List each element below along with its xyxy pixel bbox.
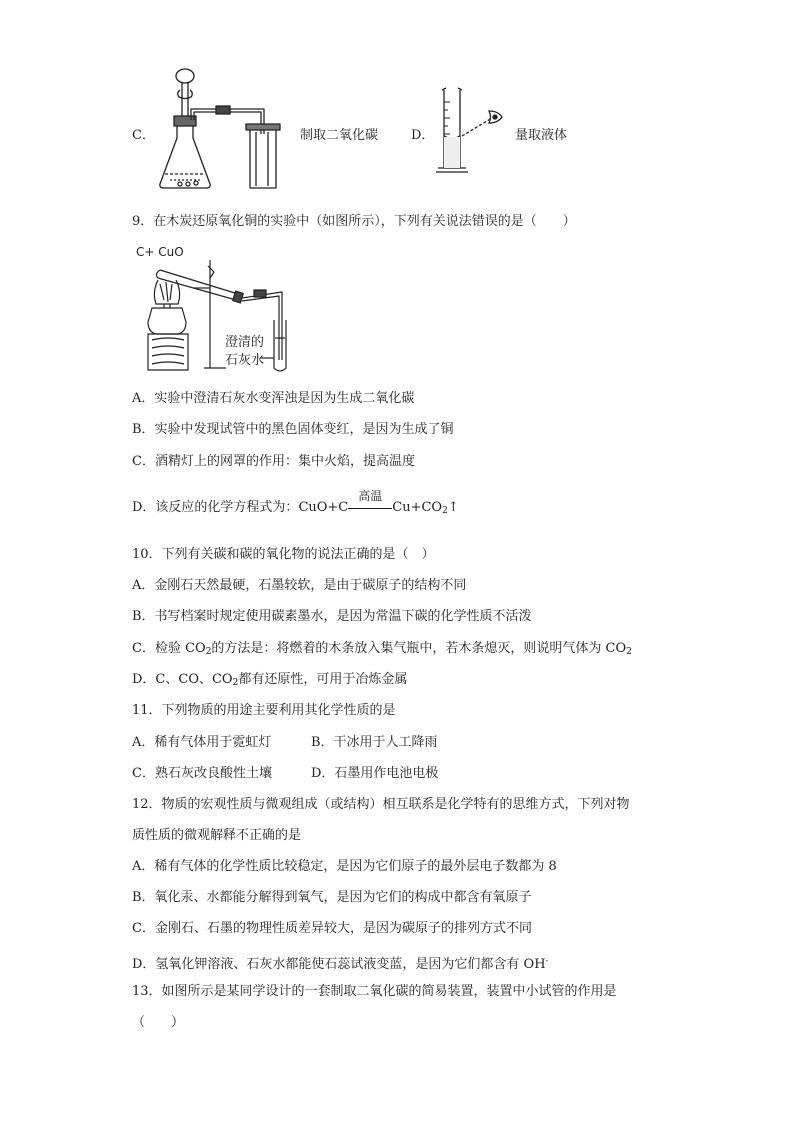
option-d-caption: 量取液体	[515, 128, 568, 143]
graduated-cylinder-figure	[432, 84, 512, 176]
q10-option-a: A．金刚石天然最硬，石墨较软，是由于碳原子的结构不同	[132, 578, 467, 593]
q10-option-d-part2: 都有还原性，可用于冶炼金属	[238, 672, 408, 687]
q9-option-a: A．实验中澄清石灰水变浑浊是因为生成二氧化碳	[132, 391, 415, 406]
carbon-reduction-apparatus-figure	[134, 260, 302, 378]
q10-option-d	[132, 671, 407, 692]
q10-option-c-part2: 的方法是：将燃着的木条放入集气瓶中，若木条熄灭，则说明气体为 CO	[211, 641, 627, 656]
q11-stem: 11．下列物质的用途主要利用其化学性质的是	[132, 703, 396, 718]
q9-option-b: B．实验中发现试管中的黑色固体变红，是因为生成了铜	[132, 422, 454, 437]
option-d-label: D．	[411, 128, 435, 143]
q13-answer-blank: （ ）	[132, 1015, 185, 1030]
q12-option-d-text: D．氢氧化钾溶液、石灰水都能使石蕊试液变蓝，是因为它们都含有 OH	[132, 957, 546, 972]
q10-option-c-sub1: 2	[205, 647, 212, 657]
q9-stem: 9．在木炭还原氧化铜的实验中（如图所示），下列有关说法错误的是（ ）	[132, 214, 576, 229]
q10-option-c-sub2: 2	[626, 647, 632, 657]
q12-option-c: C．金刚石、石墨的物理性质差异较大，是因为碳原子的排列方式不同	[132, 921, 532, 936]
co2-generation-apparatus-figure	[152, 66, 292, 192]
q12-option-d	[132, 952, 548, 974]
q9-equation-product-subscript: 2	[442, 506, 448, 516]
q9-figure-label-water-1: 澄清的	[225, 335, 265, 350]
q9-option-d	[132, 488, 459, 520]
q12-option-b: B．氧化汞、水都能分解得到氧气，是因为它们的构成中都含有氧原子	[132, 890, 532, 905]
q11-option-b: B．干冰用于人工降雨	[311, 735, 438, 750]
q11-option-d: D．石墨用作电池电极	[311, 766, 439, 781]
q11-option-c: C．熟石灰改良酸性土壤	[132, 766, 272, 781]
q9-option-c: C．酒精灯上的网罩的作用：集中火焰，提高温度	[132, 454, 415, 469]
q10-option-b: B．书写档案时规定使用碳素墨水，是因为常温下碳的化学性质不活泼	[132, 609, 532, 624]
option-c-label: C．	[132, 128, 155, 143]
q10-option-d-sub: 2	[232, 678, 239, 688]
q9-equation-arrow	[348, 488, 392, 515]
q9-figure-label-water-2: 石灰水	[225, 353, 265, 368]
q9-equation-condition: 高温	[358, 488, 383, 503]
q13-stem: 13．如图所示是某同学设计的一套制取二氧化碳的简易装置，装置中小试管的作用是	[132, 984, 617, 999]
q10-option-d-part1: D．C、CO、CO	[132, 672, 233, 687]
q12-stem-line1: 12．物质的宏观性质与微观组成（或结构）相互联系是化学特有的思维方式，下列对物	[132, 797, 630, 812]
q9-equation-product: Cu+CO	[392, 500, 443, 515]
q9-equation-reactants: CuO+C	[298, 500, 349, 515]
q9-option-d-prefix: D．该反应的化学方程式为：	[132, 500, 299, 515]
q9-figure-label-reactants: C+ CuO	[136, 245, 184, 259]
q10-option-c-part1: C．检验 CO	[132, 641, 206, 656]
q12-option-d-superscript: -	[545, 956, 549, 965]
q10-stem: 10．下列有关碳和碳的氧化物的说法正确的是（ ）	[132, 547, 435, 562]
q9-equation-gas-arrow: ↑	[447, 500, 459, 515]
q12-option-a: A．稀有气体的化学性质比较稳定，是因为它们原子的最外层电子数都为 8	[132, 859, 557, 874]
q10-option-c	[132, 640, 632, 661]
option-c-caption: 制取二氧化碳	[300, 128, 379, 143]
q12-stem-line2: 质性质的微观解释不正确的是	[132, 828, 302, 843]
q11-option-a: A．稀有气体用于霓虹灯	[132, 735, 272, 750]
